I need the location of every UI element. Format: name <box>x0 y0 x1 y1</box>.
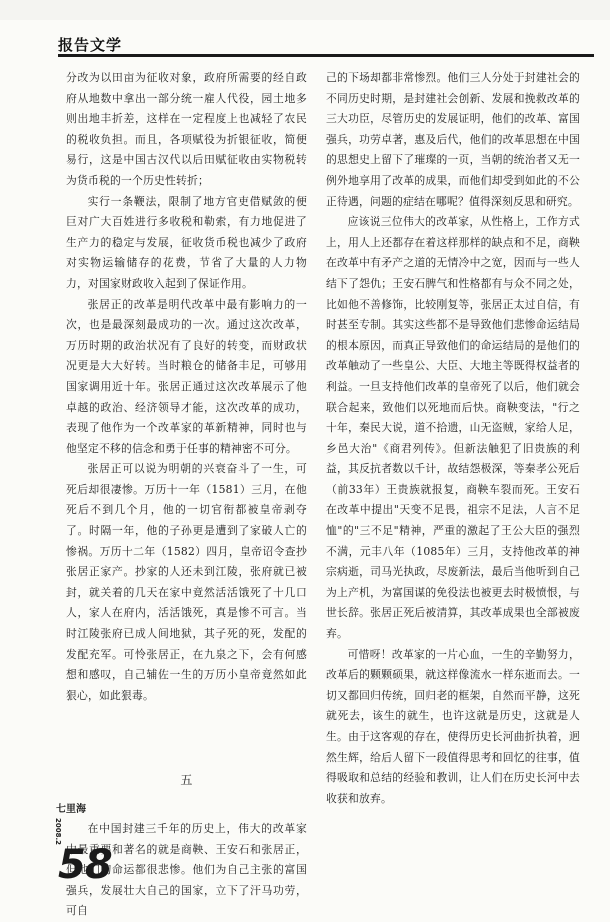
page-top-band <box>0 0 610 20</box>
header-rule <box>58 54 594 57</box>
paragraph: 分改为以田亩为征收对象，政府所需要的经自政府从地数中拿出一部分统一雇人代役，园土地多则出地丰折差，这样在一定程度上也减轻了农民的税收负担。而且，各项赋役为折银征收，简便易行，这是中国古汉代以后田赋征收由实物税转为货币税的一个历史性转折； <box>66 71 307 187</box>
section-title: 报告文学 <box>58 36 123 54</box>
paragraph: 可惜呀！改革家的一片心血，一生的辛勤努力，改革后的颗颗硕果，就这样像流水一样东逝而去。一切又都回归传统，回归老的框架，自然而平静，这死就死去，该生的就生，也许这就是历史，这就是人生。由于这客观的存在，使得历史长河曲折执着，迥然生辉，给后人留下一段值得思考和回忆的往事，值得吸取和总结的经验和教训，让人们在历史长河中去收获和放弃。 <box>326 647 580 805</box>
section-number: 五 <box>180 773 193 788</box>
magazine-mark <box>54 804 91 846</box>
paragraph: 在中国封建三千年的历史上，伟大的改革家中最重要和著名的就是商鞅、王安石和张居正，但他们的命运都很悲惨。他们为自己主张的富国强兵，发展壮大自己的国家，立下了汗马功劳，可自 <box>66 822 307 918</box>
right-column <box>326 68 580 809</box>
paragraph: 实行一条鞭法，限制了地方官吏借赋敛的便巨对广大百姓进行多收税和勒索，有力地促进了生产力的稳定与发展，征收货币税也减少了政府对实物运输储存的花费，节省了大量的人力物力，对国家财政收入起到了保证作用。 <box>66 194 307 290</box>
paragraph: 应该说三位伟大的改革家，从性格上，工作方式上，用人上还都存在着这样那样的缺点和不足，商鞅在改革中有矛产之道的无情冷中之宽，因而与一些人结下了怨仇；王安石脾气和性格都有与众不同之处，比如他不善修饰，比较刚复等，张居正太过自信，有时甚至专制。其实这些都不是导致他们悲惨命运结局的根本原因，而真正导致他们的命运结局的是他们的改革触动了一些皇公、大臣、大地主等既得权益者的利益。一旦支持他们改革的皇帝死了以后，他们就会联合起来，致他们以死地而后快。商鞅变法，"行之十年，秦民大说，道不拾遗，山无盗贼，家给人足，乡邑大治"《商君列传》。但新法触犯了旧贵族的利益，其反抗者数以千计，故结怨极深，等秦孝公死后（前33年）王贵族就报复，商鞅车裂而死。王安石在改革中提出"天变不足畏，祖宗不足法，人言不足恤"的"三不足"精神，严重的激起了王公大臣的强烈不满，元丰八年（1085年）三月，支持他改革的神宗病逝，司马光执政，尽废新法，最后当他听到自己为上产机，为富国谋的免役法也被更去时极愤恨，与世长辞。张居正死后被清算，其改革成果也全部被废弃。 <box>326 215 580 641</box>
paragraph: 张居正可以说为明朝的兴衰奋斗了一生，可死后却很凄惨。万历十一年（1581）三月，在他死后不到几个月，他的一切官衔都被皇帝剥夺了。时隔一年，他的子孙更是遭到了家破人亡的惨祸。万历十二年（1582）四月，皇帝诏令查抄张居正家产。抄家的人还未到江陵，张府就已被封，就关着的几天在家中竟然活活饿死了十几口人，家人在府内，活活饿死，真是惨不可言。当时江陵张府已成人间地狱，其子死的死，发配的发配充军。可怜张居正，在九泉之下，会有何感想和感叹，自己辅佐一生的万历小皇帝竟然如此狠心，如此狠毒。 <box>66 462 307 702</box>
magazine-title: 七里海 <box>56 804 86 815</box>
paragraph: 己的下场却都非常惨烈。他们三人分处于封建社会的不同历史时期，是封建社会创新、发展和挽救改革的三大功臣，尽管历史的发展证明，他们的改革、富国强兵，功劳卓著，惠及后代，他们的改革思想在中国的思想史上留下了璀璨的一页，当朝的统治者又无一例外地享用了改革的成果，而他们却受到如此的不公正待遇，问题的症结在哪呢？值得深刻反思和研究。 <box>326 71 580 208</box>
page-number: 58 <box>58 842 112 888</box>
paragraph: 张居正的改革是明代改革中最有影响力的一次，也是最深刻最成功的一次。通过这次改革，万历时期的政治状况有了良好的转变，而财政状况更是大大好转。当时粮仓的储备丰足，可够用国家调用近十年。张居正通过这次改革展示了他卓越的政治、经济领导才能，这次改革的成功，表现了他作为一个改革家的革新精神，同时也与他坚定不移的信念和勇于任事的精神密不可分。 <box>66 297 307 455</box>
running-header <box>58 30 594 58</box>
issue-number: 2008.2 <box>54 818 62 846</box>
left-column <box>66 68 307 922</box>
